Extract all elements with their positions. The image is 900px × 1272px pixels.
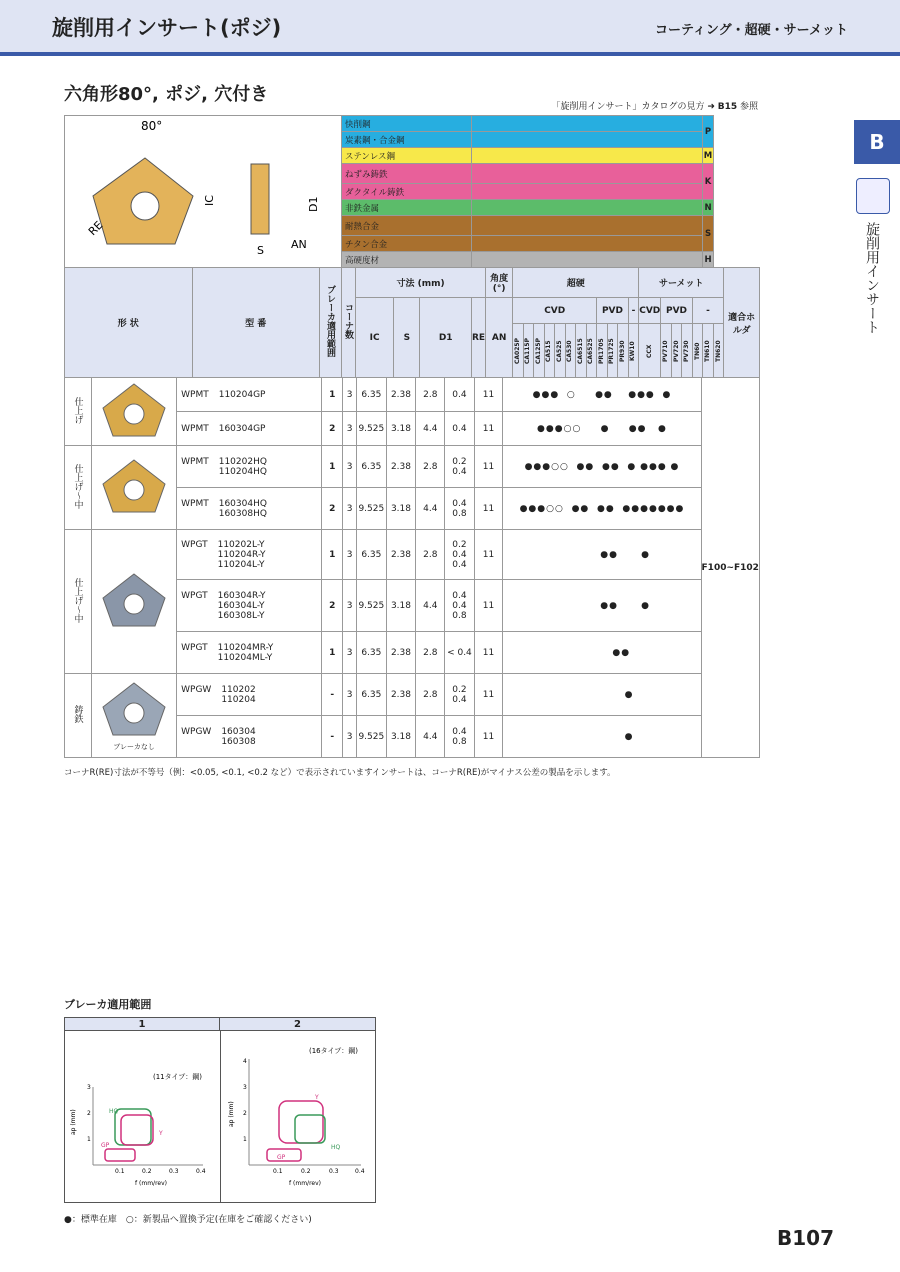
cell-an: 11 — [474, 488, 503, 530]
grade-header: PR1705 — [597, 324, 608, 378]
insert-photo — [92, 378, 177, 446]
svg-text:0.4: 0.4 — [355, 1168, 365, 1175]
col-ic: IC — [356, 298, 394, 378]
gp-region — [105, 1149, 135, 1161]
cell-corners: 3 — [343, 446, 357, 488]
row-group-label: 仕上げ〜中 — [72, 577, 83, 623]
table-row — [65, 378, 760, 412]
header-category: コーティング・超硬・サーメット — [654, 23, 848, 38]
cell-corners: 3 — [343, 674, 357, 716]
s-label: S — [257, 244, 264, 257]
svg-text:3: 3 — [243, 1084, 247, 1091]
insert-shape-diagram — [65, 116, 341, 264]
page-header — [0, 0, 900, 56]
grade-header: PR1725 — [607, 324, 618, 378]
cell-d1: 4.4 — [416, 488, 445, 530]
panel-2-note: (16タイプ：鋼) — [309, 1047, 359, 1055]
cell-an: 11 — [474, 716, 503, 758]
cell-corners: 3 — [343, 632, 357, 674]
model-number: 110202L-Y 110204R-Y 110204L-Y — [217, 539, 266, 570]
section-tab: B — [854, 120, 900, 164]
grade-availability: ●●●○○ ● ●● ● — [503, 412, 701, 446]
grade-header: PR930 — [618, 324, 629, 378]
col-d1: D1 — [420, 298, 471, 378]
material-row: 耐熱合金 — [342, 216, 472, 236]
svg-text:2: 2 — [87, 1110, 91, 1117]
grade-header: TN620 — [713, 324, 724, 378]
cell-s: 2.38 — [386, 674, 415, 716]
svg-text:GP: GP — [277, 1154, 286, 1161]
cell-an: 11 — [474, 446, 503, 488]
insert-photo — [92, 530, 177, 674]
col-pvd: PVD — [597, 298, 629, 324]
col-an: AN — [486, 298, 513, 378]
table-row — [65, 674, 760, 716]
col-pvd2: PVD — [661, 298, 693, 324]
grade-header: CA6515 — [576, 324, 587, 378]
cell-d1: 2.8 — [416, 674, 445, 716]
grade-availability: ●● — [503, 632, 701, 674]
cell-d1: 4.4 — [416, 580, 445, 632]
svg-text:HQ: HQ — [331, 1144, 341, 1151]
svg-text:3: 3 — [87, 1084, 91, 1091]
material-group: N — [703, 200, 714, 216]
grade-availability: ●●● ○ ●● ●●● ● — [503, 378, 701, 412]
cell-ic: 9.525 — [356, 580, 386, 632]
col-shape: 形 状 — [65, 268, 193, 378]
panel-1-label: 1 — [65, 1018, 220, 1031]
y-region-2 — [279, 1101, 323, 1143]
page-title: 旋削用インサート(ポジ) — [52, 16, 282, 40]
cell-re: 0.4 0.8 — [445, 488, 474, 530]
grade-header: TN610 — [703, 324, 714, 378]
insert-table — [64, 115, 760, 378]
material-row: ねずみ鋳鉄 — [342, 164, 472, 184]
cell-d1: 2.8 — [416, 632, 445, 674]
material-group: P — [703, 116, 714, 148]
cell-an: 11 — [474, 632, 503, 674]
cell-an: 11 — [474, 530, 503, 580]
cell-s: 2.38 — [386, 530, 415, 580]
cell-corners: 3 — [343, 530, 357, 580]
insert-photo — [92, 446, 177, 530]
model-number: 160304R-Y 160304L-Y 160308L-Y — [217, 590, 266, 621]
grade-header: PV710 — [661, 324, 672, 378]
hq-region-2 — [295, 1115, 325, 1143]
material-row: チタン合金 — [342, 236, 472, 252]
an-label: AN — [291, 238, 307, 251]
cell-re: 0.2 0.4 0.4 — [445, 530, 474, 580]
model-series: WPMT — [181, 456, 209, 467]
footnote: コーナR(RE)寸法が不等号（例：<0.05, <0.1, <0.2 など）で表示されていますインサートは、コーナR(RE)がマイナス公差の製品を示します。 — [64, 768, 616, 778]
cell-d1: 4.4 — [416, 716, 445, 758]
grade-header: CA125P — [534, 324, 545, 378]
material-row: 非鉄金属 — [342, 200, 472, 216]
grade-availability: ●● ● — [503, 530, 701, 580]
model-series: WPGT — [181, 539, 208, 550]
cell-breaker: 2 — [322, 580, 343, 632]
grade-header: PV720 — [671, 324, 682, 378]
col-cvd2: CVD — [639, 298, 661, 324]
grade-availability: ●●●○○ ●● ●● ● ●●● ● — [503, 446, 701, 488]
col-dims: 寸法 (mm) — [356, 268, 486, 298]
cell-ic: 6.35 — [356, 530, 386, 580]
grade-header: CA525 — [555, 324, 566, 378]
cell-breaker: 1 — [322, 378, 343, 412]
cell-s: 2.38 — [386, 446, 415, 488]
model-number: 160304GP — [218, 423, 266, 434]
col-angle: 角度(°) — [486, 268, 513, 298]
model-series: WPGW — [181, 726, 212, 737]
cell-re: 0.4 0.8 — [445, 716, 474, 758]
svg-text:Y: Y — [159, 1130, 163, 1137]
cell-an: 11 — [474, 378, 503, 412]
model-series: WPGW — [181, 684, 212, 695]
material-group: K — [703, 164, 714, 200]
cell-breaker: 2 — [322, 412, 343, 446]
col-cermet: サーメット — [639, 268, 724, 298]
breaker-chart — [65, 1031, 375, 1203]
material-row: 炭素鋼・合金鋼 — [342, 132, 472, 148]
ic-label: IC — [203, 195, 216, 206]
svg-text:0.1: 0.1 — [115, 1168, 125, 1175]
svg-text:2: 2 — [243, 1110, 247, 1117]
model-series: WPMT — [181, 423, 209, 434]
cell-corners: 3 — [343, 412, 357, 446]
holder-cell: F100~F102 — [701, 378, 760, 758]
product-rows — [64, 377, 760, 758]
svg-text:f (mm/rev): f (mm/rev) — [135, 1180, 167, 1187]
svg-text:GP: GP — [101, 1142, 110, 1149]
cell-breaker: 1 — [322, 530, 343, 580]
d1-label: D1 — [307, 196, 320, 212]
svg-text:4: 4 — [243, 1058, 247, 1065]
table-row — [65, 530, 760, 580]
col-cvd: CVD — [513, 298, 597, 324]
material-row: 快削鋼 — [342, 116, 472, 132]
cell-s: 2.38 — [386, 378, 415, 412]
svg-text:0.1: 0.1 — [273, 1168, 283, 1175]
cell-ic: 6.35 — [356, 446, 386, 488]
cell-s: 3.18 — [386, 580, 415, 632]
material-group: M — [703, 148, 714, 164]
model-series: WPMT — [181, 389, 209, 400]
insert-photo — [92, 674, 177, 758]
side-label: 旋削用インサート — [864, 222, 880, 334]
cell-corners: 3 — [343, 488, 357, 530]
insert-diagram — [65, 116, 342, 268]
grade-header: CA6525 — [586, 324, 597, 378]
model-number: 160304HQ 160308HQ — [218, 498, 267, 519]
cell-s: 2.38 — [386, 632, 415, 674]
cell-re: 0.4 0.4 0.8 — [445, 580, 474, 632]
cell-d1: 2.8 — [416, 446, 445, 488]
cell-ic: 6.35 — [356, 674, 386, 716]
col-model: 型 番 — [192, 268, 320, 378]
svg-text:0.3: 0.3 — [169, 1168, 179, 1175]
col-dash2: - — [692, 298, 724, 324]
panel-2-label: 2 — [220, 1018, 375, 1031]
cell-breaker: - — [322, 716, 343, 758]
grade-header: KW10 — [628, 324, 639, 378]
model-number: 110204GP — [218, 389, 266, 400]
table-row — [65, 446, 760, 488]
svg-text:1: 1 — [87, 1136, 91, 1143]
cell-s: 3.18 — [386, 488, 415, 530]
cell-breaker: 2 — [322, 488, 343, 530]
col-holder: 適合ホルダ — [724, 268, 760, 378]
grade-header: CA530 — [565, 324, 576, 378]
col-s: S — [394, 298, 420, 378]
grade-header: TN60 — [692, 324, 703, 378]
cell-breaker: 1 — [322, 446, 343, 488]
col-breaker: ブレーカ適用範囲 — [325, 285, 335, 357]
re-label: RE — [85, 218, 106, 239]
catalog-reference: 「旋削用インサート」カタログの見方 ➜ B15 参照 — [551, 102, 758, 112]
breaker-chart-box — [64, 1017, 376, 1203]
model-number: 110202 110204 — [221, 684, 256, 705]
col-carbide: 超硬 — [513, 268, 639, 298]
cell-re: 0.4 — [445, 412, 474, 446]
cell-s: 3.18 — [386, 716, 415, 758]
svg-text:0.3: 0.3 — [329, 1168, 339, 1175]
material-group: H — [703, 252, 714, 268]
svg-text:ap (mm): ap (mm) — [228, 1101, 235, 1127]
cell-corners: 3 — [343, 580, 357, 632]
grade-header: CA115P — [523, 324, 534, 378]
material-group: S — [703, 216, 714, 252]
cell-an: 11 — [474, 674, 503, 716]
row-group-label: 仕上げ〜中 — [72, 463, 83, 509]
cell-corners: 3 — [343, 716, 357, 758]
cell-ic: 9.525 — [356, 412, 386, 446]
grade-header: PV730 — [682, 324, 693, 378]
col-re: RE — [471, 298, 485, 378]
insert-category-icon — [856, 178, 890, 214]
svg-text:0.4: 0.4 — [196, 1168, 206, 1175]
page-number: B107 — [777, 1226, 834, 1250]
cell-d1: 4.4 — [416, 412, 445, 446]
cell-re: 0.2 0.4 — [445, 674, 474, 716]
cell-an: 11 — [474, 412, 503, 446]
cell-re: 0.4 — [445, 378, 474, 412]
material-row: ステンレス鋼 — [342, 148, 472, 164]
grade-availability: ● — [503, 674, 701, 716]
legend: ●：標準在庫 ○：新製品へ置換予定(在庫をご確認ください) — [64, 1215, 312, 1225]
cell-re: 0.2 0.4 — [445, 446, 474, 488]
cell-d1: 2.8 — [416, 530, 445, 580]
model-number: 160304 160308 — [221, 726, 256, 747]
row-group-label: 仕上げ — [72, 396, 83, 424]
svg-text:1: 1 — [243, 1136, 247, 1143]
cell-an: 11 — [474, 580, 503, 632]
no-breaker-label: ブレーカなし — [113, 743, 155, 751]
svg-text:ap (mm): ap (mm) — [70, 1109, 77, 1135]
cell-breaker: - — [322, 674, 343, 716]
cell-s: 3.18 — [386, 412, 415, 446]
grade-availability: ●● ● — [503, 580, 701, 632]
cell-corners: 3 — [343, 378, 357, 412]
svg-text:f (mm/rev): f (mm/rev) — [289, 1180, 321, 1187]
row-group-label: 鋳鉄 — [72, 705, 83, 723]
svg-text:0.2: 0.2 — [301, 1168, 311, 1175]
model-number: 110202HQ 110204HQ — [218, 456, 267, 477]
grade-availability: ● — [503, 716, 701, 758]
cell-re: < 0.4 — [445, 632, 474, 674]
col-dash: - — [628, 298, 639, 324]
y-region — [121, 1115, 153, 1145]
cell-ic: 6.35 — [356, 378, 386, 412]
model-series: WPGT — [181, 642, 208, 653]
grade-availability: ●●●○○ ●● ●● ●●●●●●● — [503, 488, 701, 530]
svg-text:Y: Y — [315, 1094, 319, 1101]
grade-header: CA025P — [513, 324, 524, 378]
cell-ic: 9.525 — [356, 716, 386, 758]
panel-1-note: (11タイプ：鋼) — [153, 1073, 203, 1081]
model-series: WPMT — [181, 498, 209, 509]
material-row: 高硬度材 — [342, 252, 472, 268]
cell-breaker: 1 — [322, 632, 343, 674]
svg-text:HQ: HQ — [109, 1108, 119, 1115]
grade-header: CCX — [639, 324, 661, 378]
model-number: 110204MR-Y 110204ML-Y — [217, 642, 274, 663]
breaker-chart-title: ブレーカ適用範囲 — [64, 998, 152, 1011]
cell-d1: 2.8 — [416, 378, 445, 412]
material-row: ダクタイル鋳鉄 — [342, 184, 472, 200]
svg-text:0.2: 0.2 — [142, 1168, 152, 1175]
model-series: WPGT — [181, 590, 208, 601]
col-corners: コーナ数 — [343, 303, 353, 339]
cell-ic: 9.525 — [356, 488, 386, 530]
cell-ic: 6.35 — [356, 632, 386, 674]
grade-header: CA515 — [544, 324, 555, 378]
section-title: 六角形80°, ポジ, 穴付き — [64, 84, 269, 105]
angle-label: 80° — [141, 119, 163, 133]
